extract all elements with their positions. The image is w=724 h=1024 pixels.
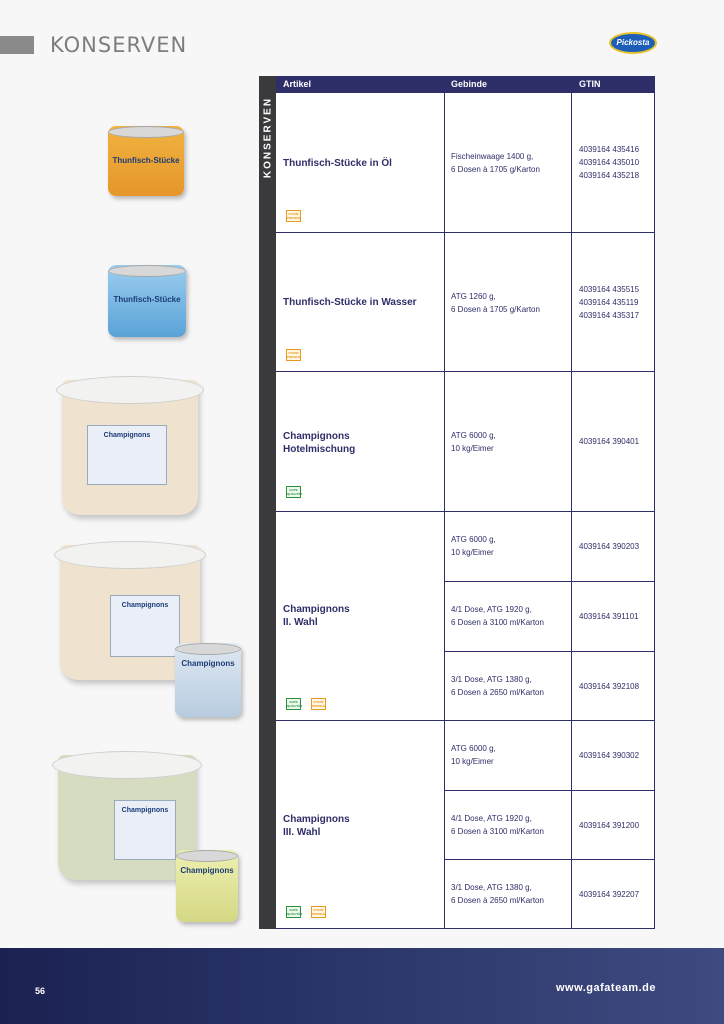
gtin-cell: 4039164 392207 bbox=[579, 890, 640, 899]
article-name: Thunfisch-Stücke in Wasser bbox=[283, 297, 417, 308]
quality-badge-gute-qualitaet: GUTE QUALITÄT bbox=[287, 908, 303, 916]
subrow-divider bbox=[444, 790, 655, 791]
quality-badge-store-premium: STORE PREMIUM bbox=[312, 908, 327, 916]
gtin-cell: 4039164 391200 bbox=[579, 821, 640, 830]
article-name: Champignons II. Wahl bbox=[283, 604, 350, 628]
quality-badge-store-premium: STORE PREMIUM bbox=[287, 351, 302, 359]
gebinde-cell: ATG 6000 g, 10 kg/Eimer bbox=[451, 535, 496, 557]
subrow-divider bbox=[444, 581, 655, 582]
quality-badge-store-premium: STORE PREMIUM bbox=[312, 700, 327, 708]
row-divider bbox=[276, 511, 655, 512]
website-link[interactable]: www.gafateam.de bbox=[555, 982, 656, 994]
row-divider bbox=[276, 232, 655, 233]
article-name: Champignons III. Wahl bbox=[283, 814, 350, 838]
gtin-cell: 4039164 390203 bbox=[579, 542, 640, 551]
gebinde-cell: 3/1 Dose, ATG 1380 g, 6 Dosen à 2650 ml/Karton bbox=[451, 883, 544, 905]
gebinde-cell: ATG 1260 g, 6 Dosen à 1705 g/Karton bbox=[451, 292, 540, 314]
page-number: 56 bbox=[35, 986, 46, 996]
column-header-gtin: GTIN bbox=[579, 79, 601, 89]
gtin-cell: 4039164 391101 bbox=[579, 612, 639, 621]
gebinde-cell: ATG 6000 g, 10 kg/Eimer bbox=[451, 431, 496, 453]
gtin-cell: 4039164 390401 bbox=[579, 437, 640, 446]
column-header-gebinde: Gebinde bbox=[451, 79, 488, 89]
quality-badge-gute-qualitaet: GUTE QUALITÄT bbox=[287, 488, 303, 496]
article-name: Thunfisch-Stücke in Öl bbox=[283, 158, 392, 169]
pickosta-logo: Pickosta bbox=[609, 32, 657, 54]
product-table bbox=[276, 76, 655, 929]
gtin-cell: 4039164 390302 bbox=[579, 751, 640, 760]
subrow-divider bbox=[444, 651, 655, 652]
table-header bbox=[276, 76, 655, 93]
gebinde-cell: 4/1 Dose, ATG 1920 g, 6 Dosen à 3100 ml/Karton bbox=[451, 814, 544, 836]
header-accent-bar bbox=[0, 36, 34, 54]
subrow-divider bbox=[444, 859, 655, 860]
gtin-cell: 4039164 435515 4039164 435119 4039164 435317 bbox=[579, 285, 640, 320]
gebinde-cell: 4/1 Dose, ATG 1920 g, 6 Dosen à 3100 ml/Karton bbox=[451, 605, 544, 627]
category-strip bbox=[259, 76, 276, 929]
column-header-artikel: Artikel bbox=[283, 79, 312, 89]
category-label: KONSERVEN bbox=[262, 96, 274, 179]
gebinde-cell: ATG 6000 g, 10 kg/Eimer bbox=[451, 744, 496, 766]
row-divider bbox=[276, 720, 655, 721]
article-name: Champignons Hotelmischung bbox=[283, 431, 356, 455]
gebinde-cell: Fischeinwaage 1400 g, 6 Dosen à 1705 g/Karton bbox=[451, 152, 540, 174]
quality-badge-gute-qualitaet: GUTE QUALITÄT bbox=[287, 700, 303, 708]
page-title: KONSERVEN bbox=[50, 33, 188, 57]
row-divider bbox=[276, 371, 655, 372]
gebinde-cell: 3/1 Dose, ATG 1380 g, 6 Dosen à 2650 ml/Karton bbox=[451, 675, 544, 697]
quality-badge-store-premium: STORE PREMIUM bbox=[287, 212, 302, 220]
gtin-cell: 4039164 392108 bbox=[579, 682, 640, 691]
gtin-cell: 4039164 435416 4039164 435010 4039164 435218 bbox=[579, 145, 640, 180]
